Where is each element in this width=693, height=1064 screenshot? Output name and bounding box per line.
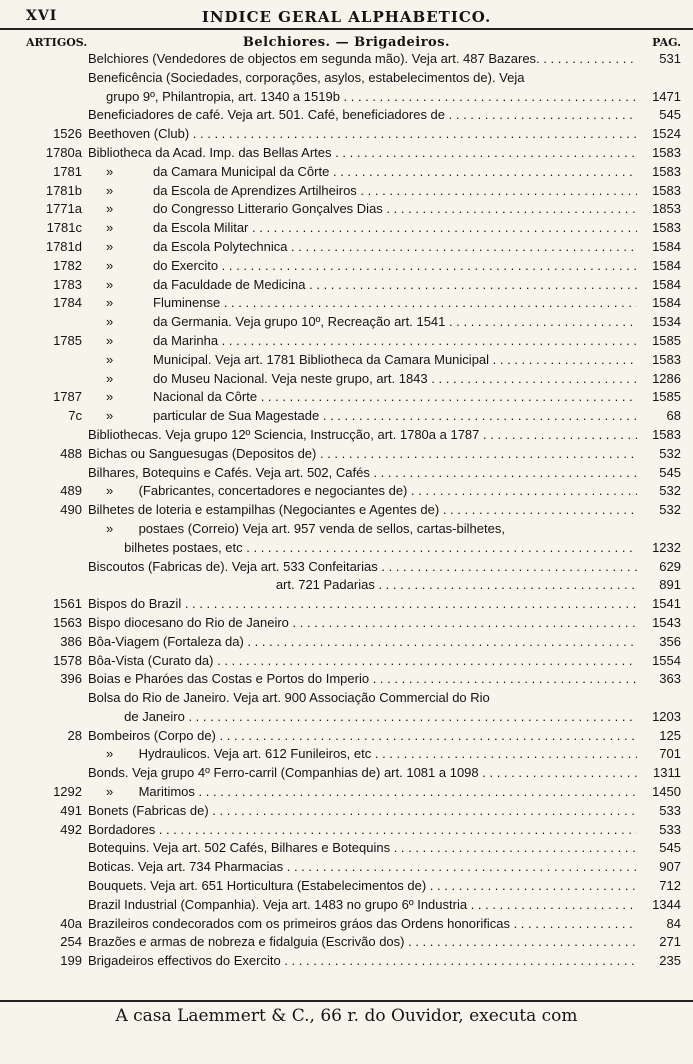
entry-page-number: 1583 <box>637 144 681 163</box>
entry-page-number: 1584 <box>637 257 681 276</box>
index-entry <box>0 670 693 689</box>
entry-article-number: 1781c <box>46 220 82 236</box>
index-entry <box>0 614 693 633</box>
entry-text: Bôa-Viagem (Fortaleza da) . . . <box>88 633 645 652</box>
index-entry <box>0 539 693 558</box>
entry-text: Brazões e armas de nobreza e fidalguia (Escrivão dos) . . . <box>88 933 645 952</box>
entry-article-number: 1563 <box>53 614 82 630</box>
index-entry <box>0 520 693 539</box>
entry-page-number: 1471 <box>637 88 681 107</box>
index-entry <box>0 388 693 407</box>
entry-article-number: 199 <box>60 953 82 969</box>
index-entry <box>0 351 693 370</box>
entry-page-number: 1585 <box>637 388 681 407</box>
index-entry <box>0 426 693 445</box>
entry-page-number: 235 <box>637 952 681 971</box>
entry-text: Bibliotheca da Acad. Imp. das Bellas Artes . . . <box>88 144 645 163</box>
entry-article-number: 1780a <box>45 144 82 160</box>
entry-text: Bonets (Fabricas de) . . . <box>88 802 645 821</box>
entry-text: Bispos do Brazil . . . <box>88 595 645 614</box>
index-entry <box>0 558 693 577</box>
index-entry <box>0 501 693 520</box>
index-entry <box>0 50 693 69</box>
page-header <box>0 4 693 30</box>
entry-article-number: 1782 <box>53 257 82 273</box>
entry-text: » particular de Sua Magestade . . . <box>88 407 645 426</box>
page-footer <box>0 1000 693 1032</box>
entry-text: Bilhares, Botequins e Cafés. Veja art. 502, Cafés . . . <box>88 464 645 483</box>
entry-text: » postaes (Correio) Veja art. 957 venda de sellos, cartas-bilhetes, <box>88 520 505 536</box>
index-entry <box>0 294 693 313</box>
entry-text: » da Faculdade de Medicina . . . <box>88 276 645 295</box>
entry-page-number: 1584 <box>637 276 681 295</box>
index-entry <box>0 200 693 219</box>
index-entry <box>0 727 693 746</box>
entry-article-number: 1578 <box>53 652 82 668</box>
entry-page-number: 1543 <box>637 614 681 633</box>
index-entry <box>0 445 693 464</box>
entry-page-number: 907 <box>637 858 681 877</box>
entry-page-number: 1203 <box>637 708 681 727</box>
entry-text: Boticas. Veja art. 734 Pharmacias . . . <box>88 858 645 877</box>
entry-page-number: 1853 <box>637 200 681 219</box>
entry-page-number: 532 <box>637 445 681 464</box>
entry-text: Botequins. Veja art. 502 Cafés, Bilhares e Botequins . . . <box>88 839 645 858</box>
index-entry <box>0 633 693 652</box>
entry-text: » da Camara Municipal da Côrte . . . <box>88 163 645 182</box>
entry-page-number: 1286 <box>637 370 681 389</box>
entry-page-number: 533 <box>637 802 681 821</box>
entry-text: bilhetes postaes, etc . . . <box>88 539 645 558</box>
entry-text: Bichas ou Sanguesugas (Depositos de) . . . <box>88 445 645 464</box>
page-title: INDICE GERAL ALPHABETICO. <box>201 8 492 26</box>
index-entry <box>0 144 693 163</box>
entry-text: Bibliothecas. Veja grupo 12º Sciencia, Instrucção, art. 1780a a 1787 . . . <box>88 426 645 445</box>
entry-text: » da Escola Militar . . . <box>88 219 645 238</box>
entry-page-number: 1534 <box>637 313 681 332</box>
entry-page-number: 629 <box>637 558 681 577</box>
entry-text: » Hydraulicos. Veja art. 612 Funileiros, etc . . . <box>88 745 645 764</box>
index-entry <box>0 877 693 896</box>
entry-text: Brazileiros condecorados com os primeiros gráos das Ordens honorificas . . . <box>88 915 645 934</box>
entry-page-number: 545 <box>637 106 681 125</box>
index-entry <box>0 764 693 783</box>
entry-text: Biscoutos (Fabricas de). Veja art. 533 Confeitarias . . . <box>88 558 645 577</box>
index-entry <box>0 482 693 501</box>
entry-page-number: 712 <box>637 877 681 896</box>
index-entry <box>0 821 693 840</box>
entry-text: Beneficência (Sociedades, corporações, asylos, estabelecimentos de). Veja <box>88 69 525 85</box>
entry-text: Bombeiros (Corpo de) . . . <box>88 727 645 746</box>
entry-text: de Janeiro . . . <box>88 708 645 727</box>
entry-text: Belchiores (Vendedores de objectos em segunda mão). Veja art. 487 Bazares. . . . <box>88 50 645 69</box>
index-entry <box>0 106 693 125</box>
entry-text: » da Marinha . . . <box>88 332 645 351</box>
entry-page-number: 1583 <box>637 163 681 182</box>
entry-page-number: 891 <box>637 576 681 595</box>
entry-text: » Maritimos . . . <box>88 783 645 802</box>
entry-article-number: 1783 <box>53 276 82 292</box>
entry-text: » Nacional da Côrte . . . <box>88 388 645 407</box>
entry-page-number: 545 <box>637 839 681 858</box>
index-entry <box>0 69 693 88</box>
entry-article-number: 40a <box>60 915 82 931</box>
entry-text: Beethoven (Club) . . . <box>88 125 645 144</box>
index-entry <box>0 708 693 727</box>
entry-text: » do Exercito . . . <box>88 257 645 276</box>
entry-article-number: 488 <box>60 445 82 461</box>
entry-page-number: 68 <box>637 407 681 426</box>
entry-page-number: 545 <box>637 464 681 483</box>
entry-article-number: 1781 <box>53 163 82 179</box>
index-entry <box>0 576 693 595</box>
index-entry <box>0 933 693 952</box>
index-entry <box>0 332 693 351</box>
entry-page-number: 1541 <box>637 595 681 614</box>
index-entries <box>0 50 693 971</box>
entry-page-number: 1585 <box>637 332 681 351</box>
index-entry <box>0 915 693 934</box>
entry-text: » Municipal. Veja art. 1781 Bibliotheca da Camara Municipal . . . <box>88 351 645 370</box>
entry-article-number: 1785 <box>53 332 82 348</box>
entry-article-number: 7c <box>68 408 82 424</box>
entry-article-number: 492 <box>60 821 82 837</box>
entry-article-number: 490 <box>60 502 82 518</box>
entry-page-number: 1583 <box>637 182 681 201</box>
entry-article-number: 1781d <box>45 238 82 254</box>
entry-text: Brazil Industrial (Companhia). Veja art. 1483 no grupo 6º Industria . . . <box>88 896 645 915</box>
index-entry <box>0 313 693 332</box>
entry-page-number: 1450 <box>637 783 681 802</box>
entry-text: Beneficiadores de café. Veja art. 501. Café, beneficiadores de . . . <box>88 106 645 125</box>
entry-article-number: 491 <box>60 802 82 818</box>
entry-page-number: 363 <box>637 670 681 689</box>
index-entry <box>0 370 693 389</box>
entry-text: » da Escola Polytechnica . . . <box>88 238 645 257</box>
entry-text: Bordadores . . . <box>88 821 645 840</box>
entry-page-number: 125 <box>637 727 681 746</box>
index-entry <box>0 88 693 107</box>
entry-page-number: 532 <box>637 501 681 520</box>
entry-text: Brigadeiros effectivos do Exercito . . . <box>88 952 645 971</box>
entry-page-number: 533 <box>637 821 681 840</box>
footer-advert: A casa Laemmert & C., 66 r. do Ouvidor, executa com <box>115 1006 578 1026</box>
page-number-roman: XVI <box>26 8 58 24</box>
index-entry <box>0 407 693 426</box>
entry-text: » da Escola de Aprendizes Artilheiros . . . <box>88 182 645 201</box>
entry-page-number: 1583 <box>637 351 681 370</box>
entry-text: Bonds. Veja grupo 4º Ferro-carril (Companhias de) art. 1081 a 1098 . . . <box>88 764 645 783</box>
entry-article-number: 386 <box>60 633 82 649</box>
index-entry <box>0 745 693 764</box>
index-entry <box>0 163 693 182</box>
index-entry <box>0 896 693 915</box>
entry-page-number: 356 <box>637 633 681 652</box>
entry-article-number: 1526 <box>53 126 82 142</box>
index-entry <box>0 276 693 295</box>
index-entry <box>0 257 693 276</box>
entry-page-number: 1344 <box>637 896 681 915</box>
index-entry <box>0 839 693 858</box>
column-header-pag: PAG. <box>652 36 681 49</box>
index-entry <box>0 219 693 238</box>
entry-article-number: 1292 <box>53 784 82 800</box>
entry-page-number: 1584 <box>637 238 681 257</box>
entry-page-number: 701 <box>637 745 681 764</box>
entry-article-number: 1561 <box>53 596 82 612</box>
entry-text: Bilhetes de loteria e estampilhas (Negociantes e Agentes de) . . . <box>88 501 645 520</box>
entry-page-number: 531 <box>637 50 681 69</box>
entry-text: Bôa-Vista (Curato da) . . . <box>88 652 645 671</box>
entry-article-number: 1771a <box>45 201 82 217</box>
index-entry <box>0 238 693 257</box>
entry-page-number: 1232 <box>637 539 681 558</box>
entry-text: » da Germania. Veja grupo 10º, Recreação art. 1541 . . . <box>88 313 645 332</box>
entry-article-number: 254 <box>60 934 82 950</box>
entry-article-number: 1787 <box>53 389 82 405</box>
index-entry <box>0 783 693 802</box>
entry-text: Bispo diocesano do Rio de Janeiro . . . <box>88 614 645 633</box>
index-entry <box>0 689 693 708</box>
index-entry <box>0 595 693 614</box>
entry-page-number: 1524 <box>637 125 681 144</box>
entry-page-number: 1583 <box>637 426 681 445</box>
entry-text: » do Museu Nacional. Veja neste grupo, art. 1843 . . . <box>88 370 645 389</box>
index-entry <box>0 182 693 201</box>
column-header-range: Belchiores. — Brigadeiros. <box>242 35 451 50</box>
entry-article-number: 1784 <box>53 295 82 311</box>
entry-article-number: 489 <box>60 483 82 499</box>
entry-text: art. 721 Padarias . . . <box>88 576 645 595</box>
entry-page-number: 271 <box>637 933 681 952</box>
entry-page-number: 1311 <box>637 764 681 783</box>
index-entry <box>0 125 693 144</box>
entry-text: » (Fabricantes, concertadores e negociantes de) . . . <box>88 482 645 501</box>
entry-text: » do Congresso Litterario Gonçalves Dias . . . <box>88 200 645 219</box>
entry-text: Boias e Pharóes das Costas e Portos do Imperio . . . <box>88 670 645 689</box>
index-entry <box>0 652 693 671</box>
entry-page-number: 1583 <box>637 219 681 238</box>
entry-page-number: 84 <box>637 915 681 934</box>
index-entry <box>0 952 693 971</box>
entry-text: » Fluminense . . . <box>88 294 645 313</box>
index-entry <box>0 858 693 877</box>
entry-page-number: 1584 <box>637 294 681 313</box>
column-headers <box>0 32 693 52</box>
entry-article-number: 1781b <box>45 182 82 198</box>
entry-text: Bouquets. Veja art. 651 Horticultura (Estabelecimentos de) . . . <box>88 877 645 896</box>
entry-text: Bolsa do Rio de Janeiro. Veja art. 900 Associação Commercial do Rio <box>88 690 490 706</box>
column-header-artigo: ARTIGOS. <box>26 36 88 49</box>
entry-article-number: 396 <box>60 671 82 687</box>
entry-page-number: 1554 <box>637 652 681 671</box>
entry-article-number: 28 <box>67 727 82 743</box>
index-entry <box>0 464 693 483</box>
index-entry <box>0 802 693 821</box>
entry-page-number: 532 <box>637 482 681 501</box>
entry-text: grupo 9º, Philantropia, art. 1340 a 1519b . . . <box>88 88 645 107</box>
